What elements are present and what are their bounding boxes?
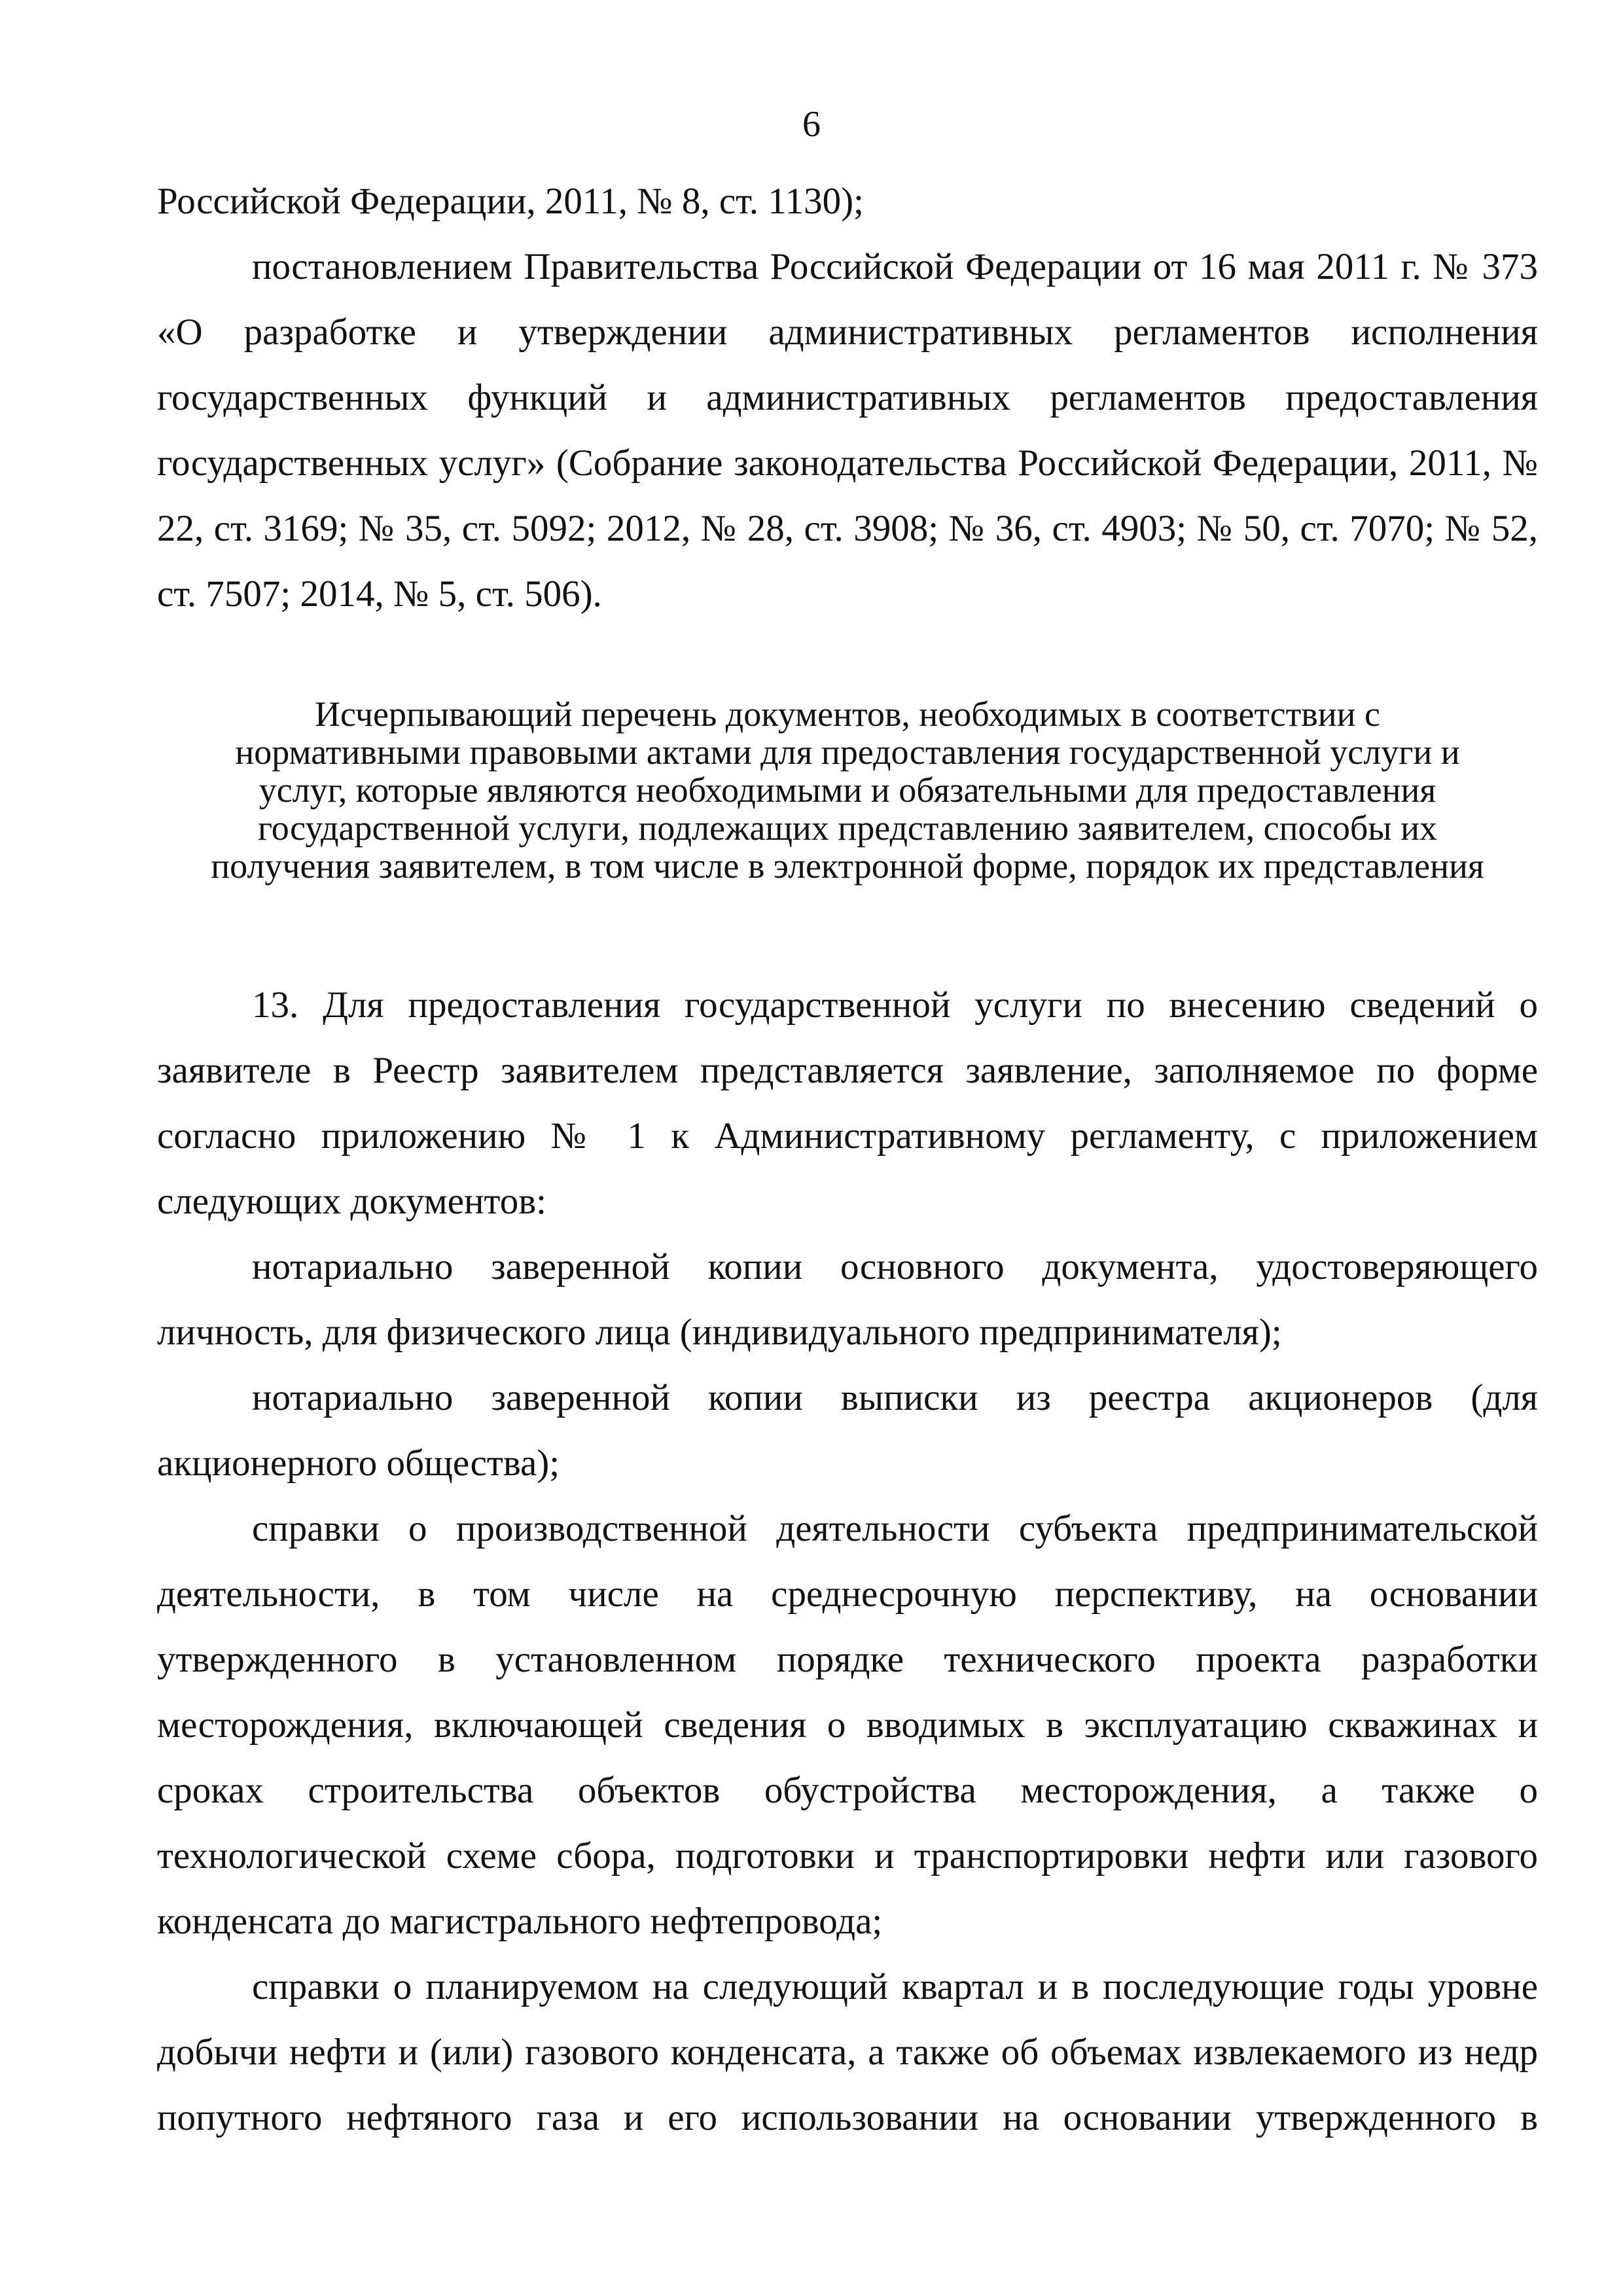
paragraph: Российской Федерации, 2011, № 8, ст. 1130); — [157, 181, 864, 222]
section-heading — [157, 695, 1538, 885]
page-number: 6 — [802, 104, 821, 145]
heading-line: получения заявителем, в том числе в электронной форме, порядок их представления — [211, 846, 1484, 886]
heading-line: Исчерпывающий перечень документов, необходимых в соответствии с — [314, 694, 1381, 734]
paragraph: нотариально заверенной копии основного документа, удостоверяющего личность, для физического лица (индивидуального предпринимателя); — [157, 1246, 1538, 1353]
top-text-block — [157, 169, 1538, 627]
paragraph: постановлением Правительства Российской Федерации от 16 мая 2011 г. № 373 «О разработке и утверждении административных регламентов исполнения государственных функций и административных регламентов предоставления государственных услуг» (Собрание законодательства Российской Федерации, 2011, № 22, ст. 3169; № 35, ст. 5092; 2012, № 28, ст. 3908; № 36, ст. 4903; № 50, ст. 7070; № 52, ст. 7507; 2014, № 5, ст. 506). — [157, 246, 1538, 615]
heading-line: услуг, которые являются необходимыми и обязательными для предоставления — [259, 770, 1436, 810]
bottom-text-block — [157, 973, 1538, 2151]
paragraph: 13. Для предоставления государственной услуги по внесению сведений о заявителе в Реестр заявителем представляется заявление, заполняемое по форме согласно приложению № 1 к Административному регламенту, с приложением следующих документов: — [157, 984, 1538, 1222]
paragraph: справки о производственной деятельности субъекта предпринимательской деятельности, в том числе на среднесрочную перспективу, на основании утвержденного в установленном порядке технического проекта разработки месторождения, включающей сведения о вводимых в эксплуатацию скважинах и сроках строительства объектов обустройства месторождения, а также о технологической схеме сбора, подготовки и транспортировки нефти или газового конденсата до магистрального нефтепровода; — [157, 1508, 1538, 1942]
heading-line: государственной услуги, подлежащих представлению заявителем, способы их — [258, 808, 1437, 848]
paragraph: справки о планируемом на следующий квартал и в последующие годы уровне добычи нефти и (или) газового конденсата, а также об объемах извлекаемого из недр попутного нефтяного газа и его использовании на основании утвержденного в — [157, 1966, 1538, 2138]
heading-line: нормативными правовыми актами для предоставления государственной услуги и — [235, 732, 1460, 772]
paragraph: нотариально заверенной копии выписки из реестра акционеров (для акционерного общества); — [157, 1377, 1538, 1484]
